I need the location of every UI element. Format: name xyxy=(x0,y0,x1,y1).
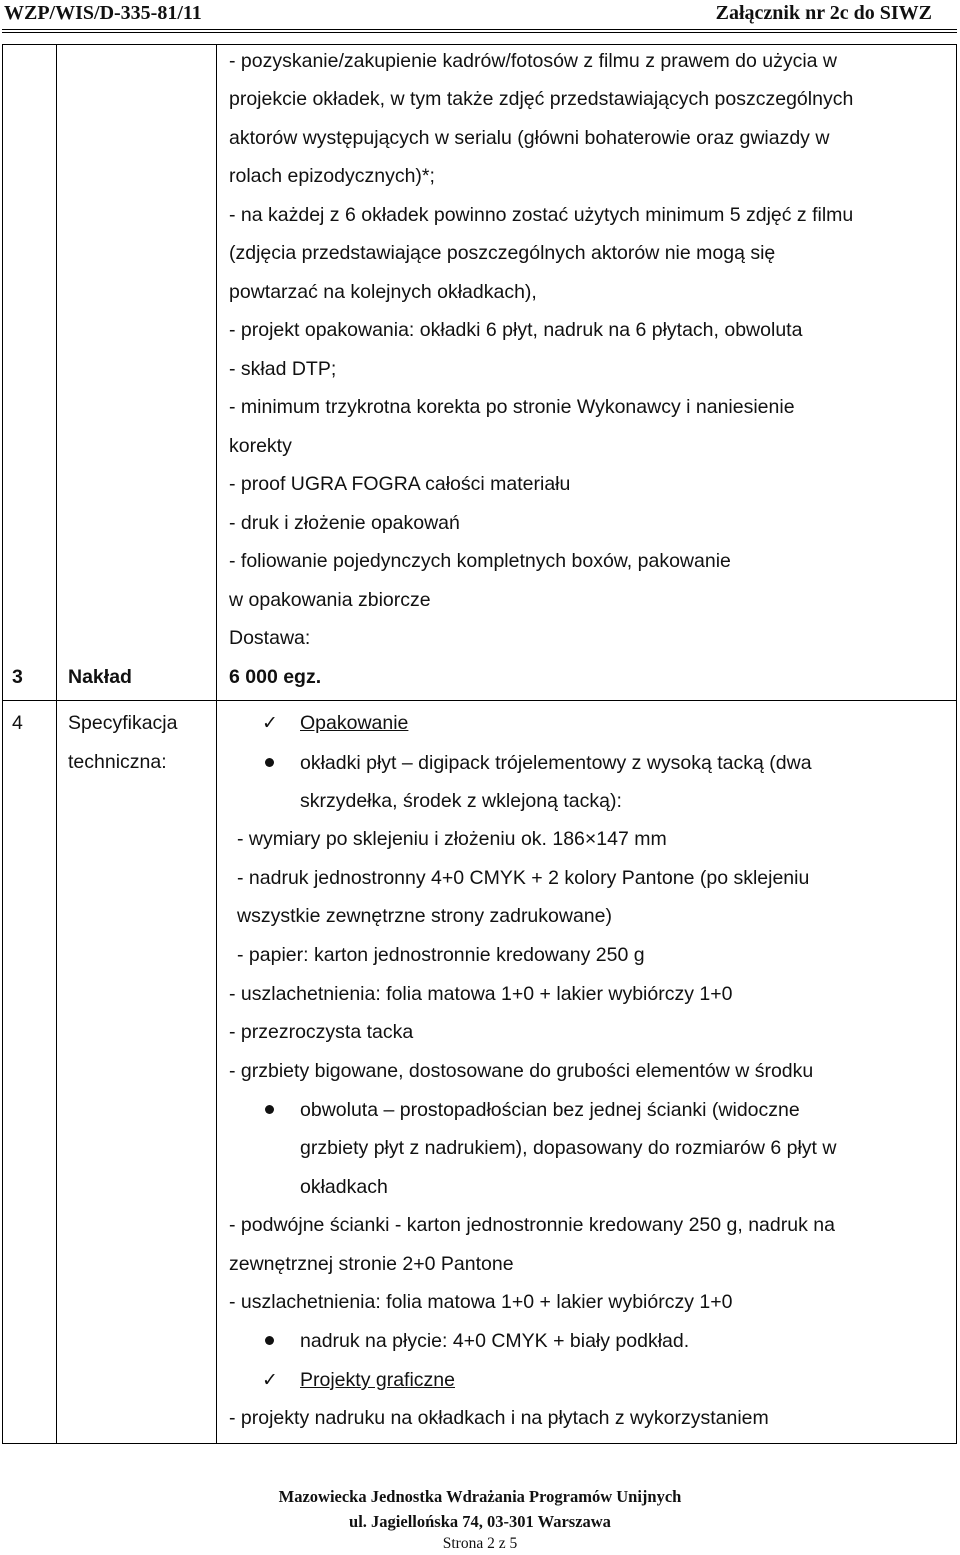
scope-line: - proof UGRA FOGRA całości materiału xyxy=(229,473,571,495)
delivery-label: Dostawa: xyxy=(229,627,311,649)
attachment-label: Załącznik nr 2c do SIWZ xyxy=(715,2,932,24)
volume-value: 6 000 egz. xyxy=(229,666,322,688)
digipack-spec: - papier: karton jednostronnie kredowany 250 g xyxy=(237,944,645,966)
slipcase-spec: - podwójne ścianki - karton jednostronnie kredowany 250 g, nadruk na xyxy=(229,1214,835,1236)
scope-line: - pozyskanie/zakupienie kadrów/fotosów z filmu z prawem do użycia w xyxy=(229,50,838,72)
digipack-spec: wszystkie zewnętrzne strony zadrukowane) xyxy=(237,905,612,927)
design-line: - projekty nadruku na okładkach i na płytach z wykorzystaniem xyxy=(229,1407,769,1429)
document-reference: WZP/WIS/D-335-81/11 xyxy=(4,2,202,24)
digipack-spec: - grzbiety bigowane, dostosowane do grubości elementów w środku xyxy=(229,1060,814,1082)
digipack-line: skrzydełka, środek z wklejoną tacką): xyxy=(300,790,622,812)
spec-label: Specyfikacja xyxy=(68,712,178,734)
scope-line: w opakowania zbiorcze xyxy=(229,589,431,611)
check-icon: ✓ xyxy=(262,1369,278,1391)
page-number: Strona 2 z 5 xyxy=(442,1535,518,1552)
footer-address: ul. Jagiellońska 74, 03-301 Warszawa xyxy=(349,1512,611,1531)
bullet-icon xyxy=(265,1105,274,1114)
scope-line: projekcie okładek, w tym także zdjęć przedstawiających poszczególnych xyxy=(229,88,854,110)
slipcase-line: obwoluta – prostopadłościan bez jednej ścianki (widoczne xyxy=(300,1099,800,1121)
row-number: 4 xyxy=(12,712,23,734)
slipcase-line: grzbiety płyt z nadrukiem), dopasowany do rozmiarów 6 płyt w xyxy=(300,1137,837,1159)
slipcase-spec: - uszlachetnienia: folia matowa 1+0 + lakier wybiórczy 1+0 xyxy=(229,1291,733,1313)
scope-line: powtarzać na kolejnych okładkach), xyxy=(229,281,537,303)
packaging-section-title: Opakowanie xyxy=(300,712,409,734)
volume-label: Nakład xyxy=(68,666,132,688)
row-number: 3 xyxy=(12,666,23,688)
header-rule xyxy=(2,29,957,30)
scope-line: - minimum trzykrotna korekta po stronie Wykonawcy i naniesienie xyxy=(229,396,795,418)
scope-line: aktorów występujących w serialu (główni bohaterowie oraz gwiazdy w xyxy=(229,127,830,149)
digipack-spec: - wymiary po sklejeniu i złożeniu ok. 186×147 mm xyxy=(237,828,667,850)
slipcase-spec: zewnętrznej stronie 2+0 Pantone xyxy=(229,1253,514,1275)
scope-line: korekty xyxy=(229,435,292,457)
slipcase-line: okładkach xyxy=(300,1176,388,1198)
scope-line: rolach epizodycznych)*; xyxy=(229,165,435,187)
graphic-design-section-title: Projekty graficzne xyxy=(300,1369,455,1391)
scope-line: - na każdej z 6 okładek powinno zostać użytych minimum 5 zdjęć z filmu xyxy=(229,204,854,226)
scope-line: (zdjęcia przedstawiające poszczególnych aktorów nie mogą się xyxy=(229,242,776,264)
scope-line: - druk i złożenie opakowań xyxy=(229,512,460,534)
digipack-spec: - przezroczysta tacka xyxy=(229,1021,414,1043)
scope-line: - foliowanie pojedynczych kompletnych boxów, pakowanie xyxy=(229,550,731,572)
digipack-spec: - nadruk jednostronny 4+0 CMYK + 2 kolory Pantone (po sklejeniu xyxy=(237,867,810,889)
digipack-spec: - uszlachetnienia: folia matowa 1+0 + lakier wybiórczy 1+0 xyxy=(229,983,733,1005)
scope-line: - skład DTP; xyxy=(229,358,337,380)
spec-label-cont: techniczna: xyxy=(68,751,167,773)
header-rule-2 xyxy=(2,32,957,33)
disc-print-line: nadruk na płycie: 4+0 CMYK + biały podkład. xyxy=(300,1330,690,1352)
bullet-icon xyxy=(265,758,274,767)
digipack-line: okładki płyt – digipack trójelementowy z wysoką tacką (dwa xyxy=(300,752,812,774)
check-icon: ✓ xyxy=(262,712,278,734)
bullet-icon xyxy=(265,1336,274,1345)
scope-line: - projekt opakowania: okładki 6 płyt, nadruk na 6 płytach, obwoluta xyxy=(229,319,803,341)
footer-organization: Mazowiecka Jednostka Wdrażania Programów Unijnych xyxy=(278,1487,682,1506)
